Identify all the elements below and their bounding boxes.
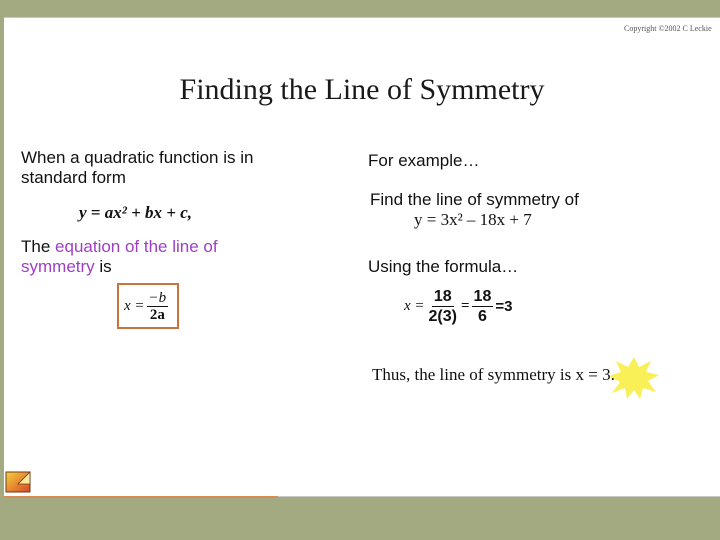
symmetry-prefix: The [21,237,56,256]
copyright-notice: Copyright ©2002 C Leckie [624,24,712,33]
formula-numerator: −b [148,290,167,306]
highlight-burst-icon [609,357,659,399]
calc-frac2-denominator: 6 [477,308,487,325]
conclusion-text [372,365,615,385]
formula-box [117,283,179,329]
slide-top-border [4,17,720,18]
calc-fraction-2 [472,287,494,326]
bottom-divider-line [278,496,720,497]
left-intro-text: When a quadratic function is in standard form [21,148,254,187]
using-formula-text: Using the formula… [368,257,519,276]
calc-lhs: x = [404,298,425,314]
calculation [404,287,512,326]
symmetry-suffix: is [94,257,112,276]
calc-fraction-1 [427,287,459,326]
for-example-text: For example… [368,151,480,170]
conclusion-statement: Thus, the line of symmetry is x = 3. [372,365,615,384]
symmetry-highlight: equation of the line of symmetry [21,237,218,276]
find-line-text: Find the line of symmetry of [370,190,579,209]
formula-fraction [147,290,169,323]
bottom-accent-line [4,496,278,498]
formula-lhs: x = [124,298,145,314]
slide [4,17,720,497]
calc-frac1-numerator: 18 [433,288,452,305]
calc-equals: = [460,298,470,314]
slide-title: Finding the Line of Symmetry [179,73,545,106]
calc-frac2-numerator: 18 [473,288,492,305]
symmetry-formula [124,290,170,323]
formula-denominator: 2a [149,307,165,323]
calc-frac1-denominator: 2(3) [428,308,457,325]
calc-result: =3 [495,298,513,315]
example-equation: y = 3x² – 18x + 7 [414,210,532,229]
page-curl-icon [4,468,32,494]
symmetry-description [21,237,281,277]
standard-form-equation: y = ax² + bx + c, [79,203,192,222]
